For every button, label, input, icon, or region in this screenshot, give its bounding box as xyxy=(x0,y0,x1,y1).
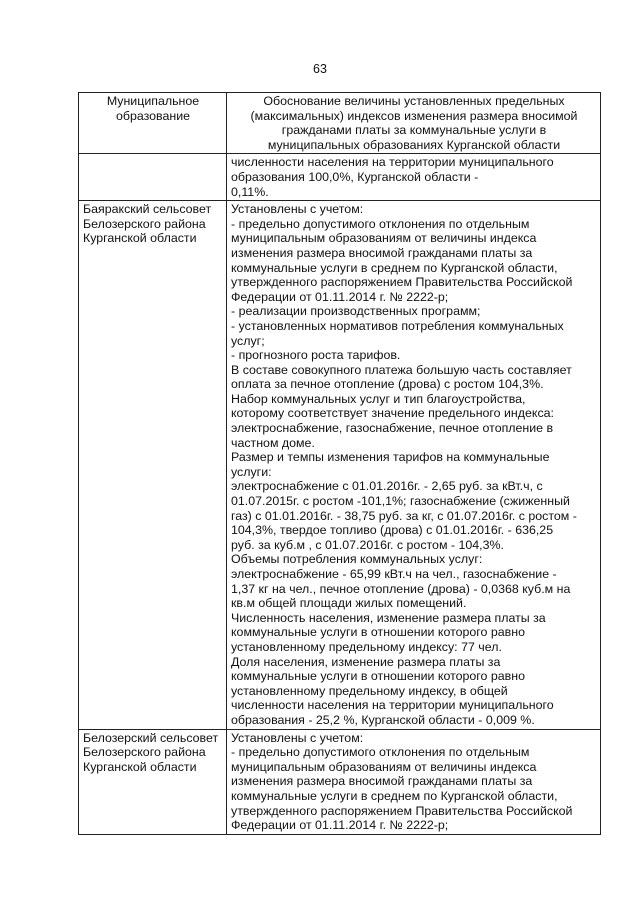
justification-line: руб. за куб.м , с 01.07.2016г. с ростом - 104,3%. xyxy=(231,537,504,552)
justification-line: утвержденного распоряжением Правительства Российской xyxy=(231,803,573,818)
justification-line: коммунальные услуги в отношении которого равно xyxy=(231,625,525,640)
justification-cell xyxy=(227,154,601,201)
justification-line: кв.м общей площади жилых помещений. xyxy=(231,596,467,611)
justification-line: коммунальные услуги в отношении которого равно xyxy=(231,669,525,684)
header-line: образование xyxy=(115,108,191,123)
justification-line: 01.07.2015г. с ростом -101,1%; газоснабжение (сжиженный xyxy=(231,494,570,509)
header-line: гражданами платы за коммунальные услуги в xyxy=(281,123,547,138)
justification-line: 1,37 кг на чел., печное отопление (дрова) - 0,0368 куб.м на xyxy=(231,581,571,596)
justification-line: Доля населения, изменение размера платы за xyxy=(231,654,501,669)
justification-line: газ) с 01.01.2016г. - 38,75 руб. за кг, с 01.07.2016г. с ростом - xyxy=(231,508,577,523)
justification-line: электроснабжение с 01.01.2016г. - 2,65 руб. за кВт.ч, с xyxy=(231,479,543,494)
justification-line: Установлены с учетом: xyxy=(231,730,364,745)
justification-line: - реализации производственных программ; xyxy=(231,304,481,319)
justification-line: коммунальные услуги в среднем по Курганской области, xyxy=(231,260,558,275)
table-header-row xyxy=(79,93,601,154)
justification-line: образования - 25,2 %, Курганской области - 0,009 %. xyxy=(231,712,535,727)
justification-line: - прогнозного роста тарифов. xyxy=(231,348,401,363)
table-row xyxy=(79,201,601,729)
justification-line: утвержденного распоряжением Правительства Российской xyxy=(231,275,573,290)
municipality-line: Белозерский сельсовет xyxy=(83,730,219,745)
municipality-line: Курганской области xyxy=(83,231,197,246)
justification-cell xyxy=(227,729,601,834)
justification-line: услуг; xyxy=(231,333,265,348)
justification-line: численности населения на территории муниципального xyxy=(231,698,554,713)
justification-line: Размер и темпы изменения тарифов на коммунальные xyxy=(231,450,550,465)
justification-line: коммунальные услуги в среднем по Курганской области, xyxy=(231,788,558,803)
header-justification xyxy=(227,93,601,154)
header-line: (максимальных) индексов изменения размера вносимой xyxy=(250,108,578,123)
justification-line: оплата за печное отопление (дрова) с ростом 104,3%. xyxy=(231,377,544,392)
table-row xyxy=(79,729,601,834)
justification-line: Установлены с учетом: xyxy=(231,202,364,217)
justification-line: которому соответствует значение предельного индекса: xyxy=(231,406,554,421)
justification-line: Федерации от 01.11.2014 г. № 2222-р; xyxy=(231,818,449,833)
header-line: Обоснование величины установленных предельных xyxy=(263,94,565,108)
justification-line: численности населения на территории муниципального xyxy=(231,155,554,170)
justification-line: Набор коммунальных услуг и тип благоустройства, xyxy=(231,391,526,406)
justification-line: муниципальным образованиям от величины индекса xyxy=(231,759,537,774)
municipality-cell xyxy=(79,729,227,834)
justification-line: установленному предельному индексу: 77 чел. xyxy=(231,639,502,654)
justification-line: - установленных нормативов потребления коммунальных xyxy=(231,318,564,333)
header-line: муниципальных образованиях Курганской области xyxy=(267,137,561,152)
justification-line: - предельно допустимого отклонения по отдельным xyxy=(231,216,530,231)
justification-line: услуги: xyxy=(231,464,272,479)
justification-line: Объемы потребления коммунальных услуг: xyxy=(231,552,483,567)
justification-line: Численность населения, изменение размера платы за xyxy=(231,610,546,625)
justification-cell xyxy=(227,201,601,729)
tariff-index-table xyxy=(78,92,601,835)
justification-line: электроснабжение, газоснабжение, печное отопление в xyxy=(231,421,554,436)
justification-line: муниципальным образованиям от величины индекса xyxy=(231,231,537,246)
page-number: 63 xyxy=(313,62,327,76)
municipality-line: Баяракский сельсовет xyxy=(83,202,212,217)
justification-line: образования 100,0%, Курганской области - xyxy=(231,169,479,184)
justification-line: Федерации от 01.11.2014 г. № 2222-р; xyxy=(231,289,449,304)
justification-line: 104,3%, твердое топливо (дрова) с 01.01.2016г. - 636,25 xyxy=(231,523,554,538)
municipality-cell xyxy=(79,154,227,201)
justification-line: электроснабжение - 65,99 кВт.ч на чел., газоснабжение - xyxy=(231,567,557,581)
municipality-line: Белозерского района xyxy=(83,745,206,760)
municipality-line: Белозерского района xyxy=(83,216,206,231)
justification-line: В составе совокупного платежа большую часть составляет xyxy=(231,362,572,377)
justification-line: - предельно допустимого отклонения по отдельным xyxy=(231,745,530,760)
justification-line: 0,11%. xyxy=(231,184,269,199)
justification-line: изменения размера вносимой гражданами платы за xyxy=(231,245,533,260)
table-row xyxy=(79,154,601,201)
header-municipality xyxy=(79,93,227,154)
justification-line: установленному предельному индексу, в общей xyxy=(231,683,508,698)
municipality-line: Курганской области xyxy=(83,759,197,774)
justification-line: изменения размера вносимой гражданами платы за xyxy=(231,774,533,789)
municipality-cell xyxy=(79,201,227,729)
header-line: Муниципальное xyxy=(106,94,200,108)
justification-line: частном доме. xyxy=(231,435,315,450)
